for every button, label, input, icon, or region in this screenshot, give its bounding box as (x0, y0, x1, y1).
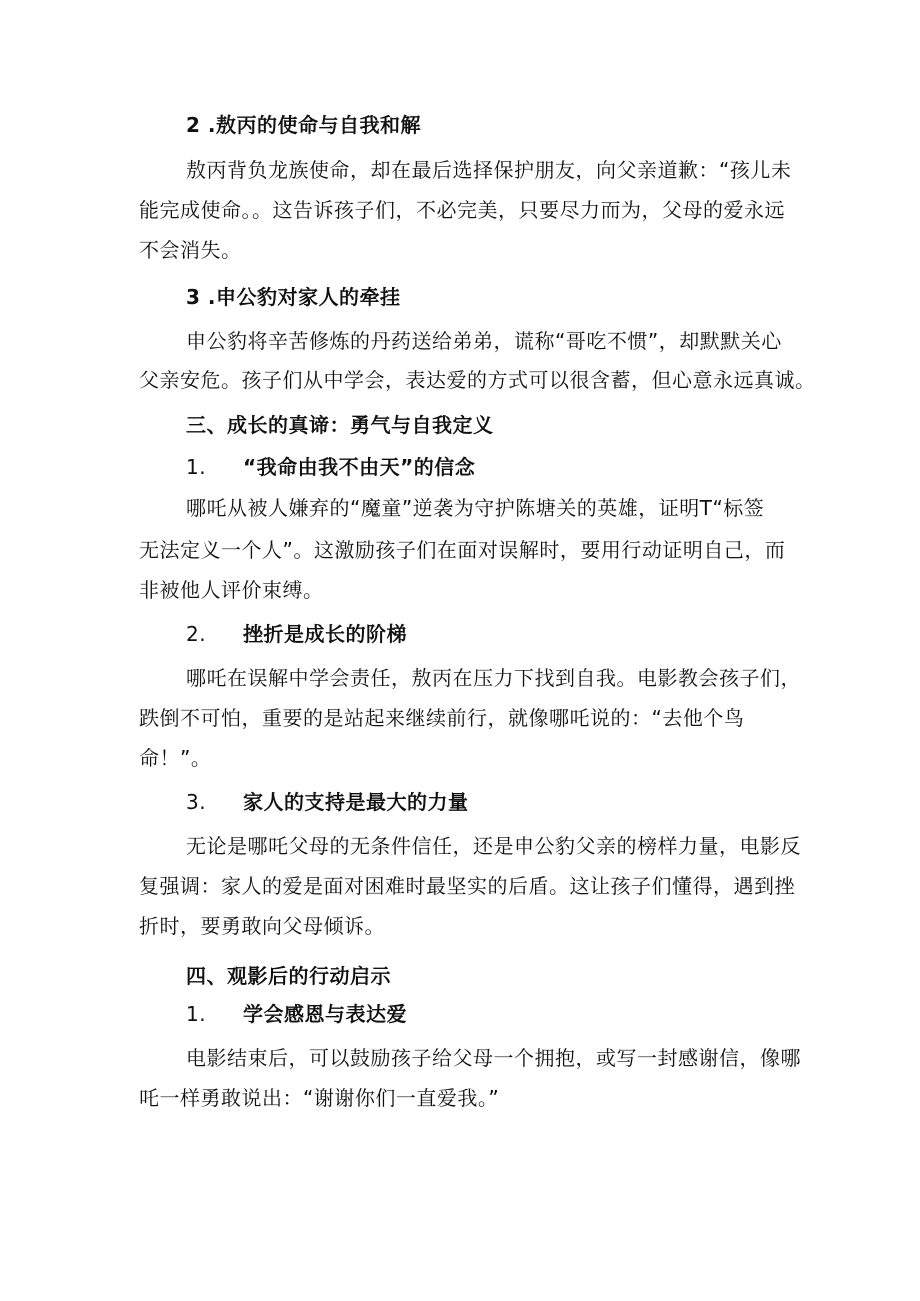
subheading-title: “我命由我不由天”的信念 (243, 455, 476, 479)
paragraph-line: 跌倒不可怕，重要的是站起来继续前行，就像哪吒说的：“去他个鸟 (139, 706, 745, 730)
section-heading-aobing: 2 .敖丙的使命与自我和解 (186, 113, 421, 137)
paragraph-line: 敖丙背负龙族使命，却在最后选择保护朋友，向父亲道歉：“孩儿未 (186, 158, 792, 182)
subheading-title: 学会感恩与表达爱 (243, 1002, 407, 1026)
subheading-title: 家人的支持是最大的力量 (243, 790, 469, 814)
part-heading-growth: 三、成长的真谛：勇气与自我定义 (186, 413, 494, 437)
paragraph-line: 父亲安危。孩子们从中学会，表达爱的方式可以很含蓄，但心意永远真诚。 (139, 368, 816, 392)
paragraph-line: 哪吒从被人嫌弃的“魔童”逆袭为守护陈塘关的英雄，证明T“标签 (186, 496, 765, 520)
paragraph-line: 哪吒在误解中学会责任，敖丙在压力下找到自我。电影教会孩子们， (186, 666, 801, 690)
section-heading-shengongbao: 3 .申公豹对家人的牵挂 (186, 285, 401, 309)
paragraph-line: 复强调：家人的爱是面对困难时最坚实的后盾。这让孩子们懂得，遇到挫 (139, 874, 795, 898)
subheading-number: 1. (186, 1002, 207, 1026)
part-heading-actions: 四、观影后的行动启示 (186, 964, 391, 988)
paragraph-line: 非被他人评价束缚。 (139, 578, 324, 602)
paragraph-line: 无论是哪吒父母的无条件信任，还是申公豹父亲的榜样力量，电影反 (186, 834, 801, 858)
paragraph-line: 命！”。 (139, 746, 212, 770)
paragraph-line: 折时，要勇敢向父母倾诉。 (139, 914, 385, 938)
paragraph-line: 不会消失。 (139, 238, 242, 262)
paragraph-line: 申公豹将辛苦修炼的丹药送给弟弟，谎称“哥吃不惯”，却默默关心 (186, 329, 782, 353)
paragraph-line: 无法定义一个人”。这激励孩子们在面对误解时，要用行动证明自己，而 (139, 538, 786, 562)
paragraph-line: 能完成使命。。这告诉孩子们，不必完美，只要尽力而为，父母的爱永远 (139, 198, 785, 222)
subheading-title: 挫折是成长的阶梯 (243, 622, 407, 646)
subheading-number: 2. (186, 622, 207, 646)
paragraph-line: 吒一样勇敢说出：“谢谢你们一直爱我。” (139, 1086, 500, 1110)
subheading-number: 1. (186, 455, 207, 479)
paragraph-line: 电影结束后，可以鼓励孩子给父母一个拥抱，或写一封感谢信，像哪 (186, 1046, 801, 1070)
subheading-number: 3. (186, 790, 207, 814)
